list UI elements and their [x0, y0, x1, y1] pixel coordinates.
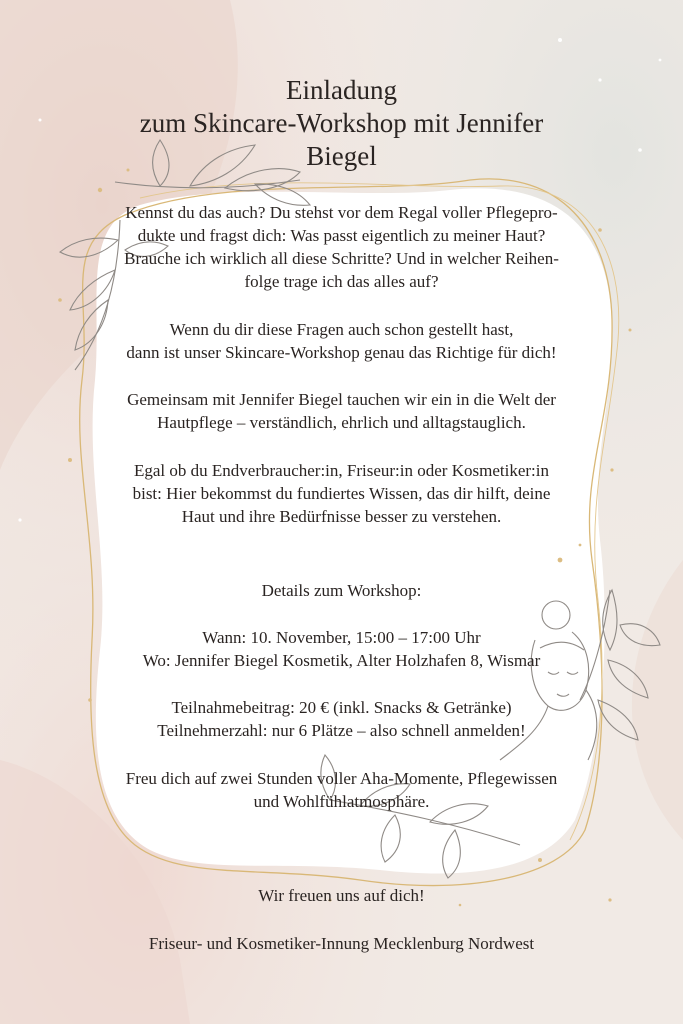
- audience-paragraph: [50, 459, 633, 528]
- closing-line-2: und Wohlfühlatmosphäre.: [253, 792, 430, 811]
- details-heading: Details zum Workshop:: [261, 581, 422, 600]
- intro-line-1: Kennst du das auch? Du stehst vor dem Regal voller Pflegepro-: [125, 203, 558, 222]
- intro-line-4: folge trage ich das alles auf?: [244, 272, 439, 291]
- details-seats: Teilnehmerzahl: nur 6 Plätze – also schnell anmelden!: [157, 721, 526, 740]
- title-line-1: Einladung: [286, 75, 397, 105]
- question-line-1: Wenn du dir diese Fragen auch schon gestellt hast,: [169, 320, 514, 339]
- together-line-1: Gemeinsam mit Jennifer Biegel tauchen wir ein in die Welt der: [127, 390, 556, 409]
- greeting: Wir freuen uns auf dich!: [258, 886, 425, 905]
- audience-line-1: Egal ob du Endverbraucher:in, Friseur:in oder Kosmetiker:in: [134, 461, 549, 480]
- closing-line-1: Freu dich auf zwei Stunden voller Aha-Momente, Pflegewissen: [125, 769, 558, 788]
- signature: Friseur- und Kosmetiker-Innung Mecklenburg Nordwest: [148, 934, 535, 953]
- question-line-2: dann ist unser Skincare-Workshop genau das Richtige für dich!: [126, 343, 557, 362]
- audience-line-3: Haut und ihre Bedürfnisse besser zu verstehen.: [181, 507, 502, 526]
- page-title: [60, 74, 623, 173]
- intro-paragraph: [50, 201, 633, 293]
- title-line-2: zum Skincare-Workshop mit Jennifer: [139, 108, 544, 138]
- details-when: Wann: 10. November, 15:00 – 17:00 Uhr: [202, 628, 481, 647]
- together-line-2: Hautpflege – verständlich, ehrlich und alltagstauglich.: [157, 413, 526, 432]
- question-paragraph: [50, 318, 633, 364]
- intro-line-3: Brauche ich wirklich all diese Schritte? Und in welcher Reihen-: [124, 249, 559, 268]
- intro-line-2: dukte und fragst dich: Was passt eigentlich zu meiner Haut?: [137, 226, 546, 245]
- closing-paragraph: [50, 767, 633, 813]
- details-fee-seats: [50, 696, 633, 742]
- audience-line-2: bist: Hier bekommst du fundiertes Wissen, das dir hilft, deine: [132, 484, 551, 503]
- details-when-where: [50, 626, 633, 672]
- details-where: Wo: Jennifer Biegel Kosmetik, Alter Holzhafen 8, Wismar: [142, 651, 541, 670]
- together-paragraph: [50, 388, 633, 434]
- details-fee: Teilnahmebeitrag: 20 € (inkl. Snacks & Getränke): [171, 698, 512, 717]
- title-line-3: Biegel: [306, 141, 377, 171]
